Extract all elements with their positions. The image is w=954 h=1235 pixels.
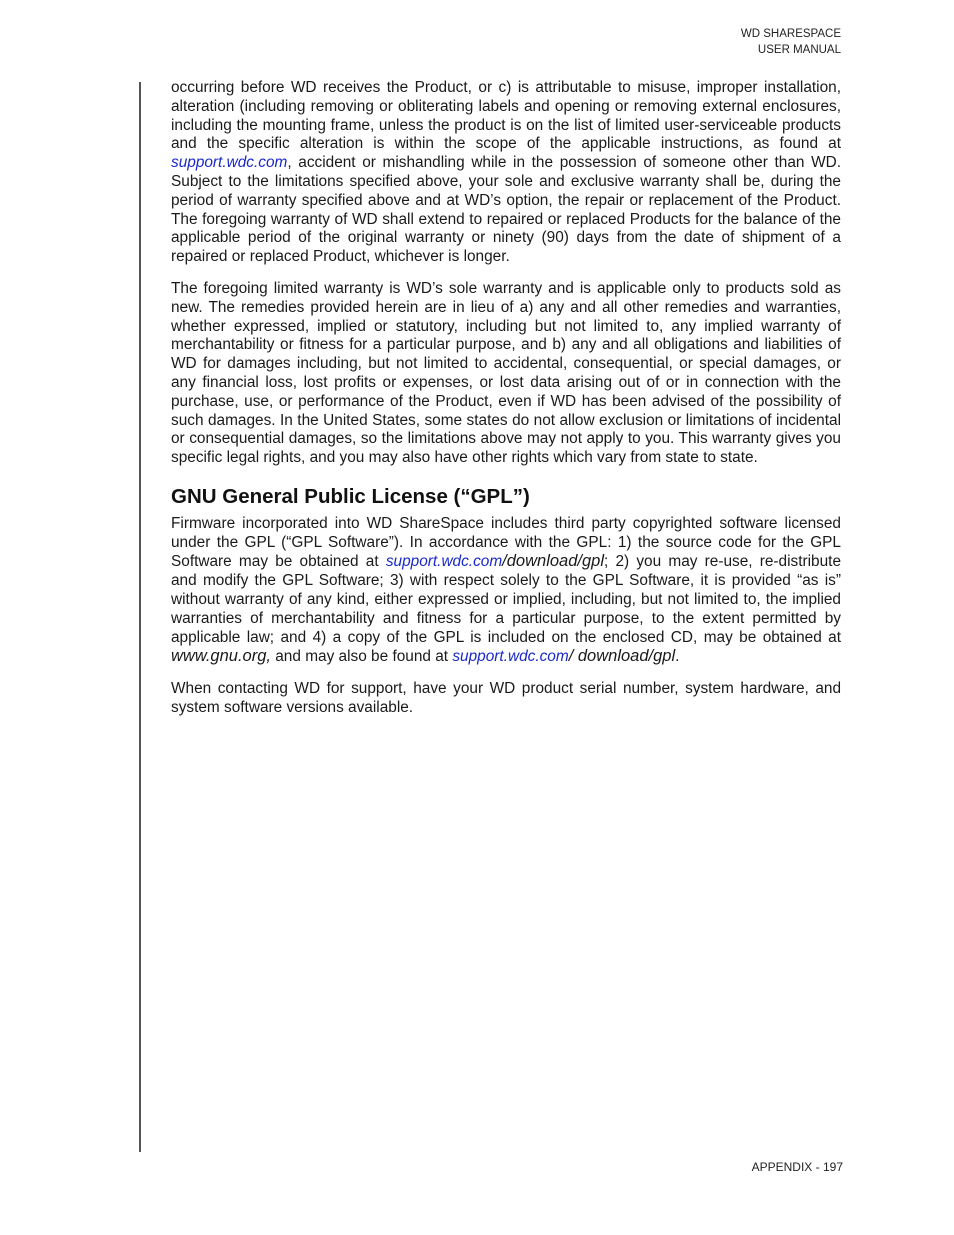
header-manual: USER MANUAL — [757, 43, 841, 56]
gpl-download-path-2: / download/gpl — [568, 647, 676, 666]
warranty-paragraph-1: occurring before WD receives the Product, or c) is attributable to misuse, improper installation, alteration (including removing or obliterating labels and opening or removing external enclosures, including the mounting frame, unless the product is on the list of limited user-serviceable products and the specific alteration is within the scope of the applicable instructions, as found at support.wdc.com, accident or mishandling while in the possession of someone other than WD. Subject to the limitations specified above, your sole and exclusive warranty shall be, during the period of warranty specified above and at WD’s option, the repair or replacement of the Product. The foregoing warranty of WD shall extend to repaired or replaced Products for the balance of the applicable period of the original warranty or ninety (90) days from the date of shipment of a repaired or replaced Product, whichever is longer. — [171, 79, 841, 266]
support-link-gpl-2[interactable]: support.wdc.com — [452, 648, 569, 666]
gpl-download-path: /download/gpl — [502, 552, 604, 571]
support-contact-paragraph: When contacting WD for support, have your WD product serial number, system hardware, and system software versions available. — [171, 680, 841, 716]
support-link-gpl[interactable]: support.wdc.com — [385, 553, 503, 571]
support-link[interactable]: support.wdc.com — [171, 154, 288, 172]
margin-rule — [139, 82, 141, 1152]
gpl-heading: GNU General Public License (“GPL”) — [171, 484, 530, 508]
page-footer: APPENDIX - 197 — [751, 1160, 843, 1174]
warranty-paragraph-2: The foregoing limited warranty is WD’s sole warranty and is applicable only to products sold as new. The remedies provided herein are in lieu of a) any and all other remedies and warranties, whether expressed, implied or statutory, including but not limited to, any implied warranty of merchantability or fitness for a particular purpose, and b) any and all obligations and liabilities of WD for damages including, but not limited to accidental, consequential, or special damages, or any financial loss, lost profits or expenses, or lost data arising out of or in connection with the purchase, use, or performance of the Product, even if WD has been advised of the possibility of such damages. In the United States, some states do not allow exclusion or limitations of incidental or consequential damages, so the limitations above may not apply to you. This warranty gives you specific legal rights, and you may also have other rights which vary from state to state. — [171, 279, 841, 467]
header-product: WD SHARESPACE — [740, 28, 841, 40]
gnu-link[interactable]: www.gnu.org, — [171, 647, 271, 666]
running-header — [741, 27, 841, 58]
gpl-paragraph-1: Firmware incorporated into WD ShareSpace includes third party copyrighted software licensed under the GPL (“GPL Software”). In accordance with the GPL: 1) the source code for the GPL Software may be obtained at support.wdc.com/download/gpl; 2) you may re-use, re-distribute and modify the GPL Software; 3) with respect solely to the GPL Software, it is provided “as is” without warranty of any kind, either expressed or implied, including, but not limited to, the implied warranties of merchantability and fitness for a particular purpose, to the extent permitted by applicable law; and 4) a copy of the GPL is included on the enclosed CD, may be obtained at www.gnu.org, and may also be found at support.wdc.com/ download/gpl. — [171, 514, 842, 666]
page-content — [171, 79, 841, 731]
